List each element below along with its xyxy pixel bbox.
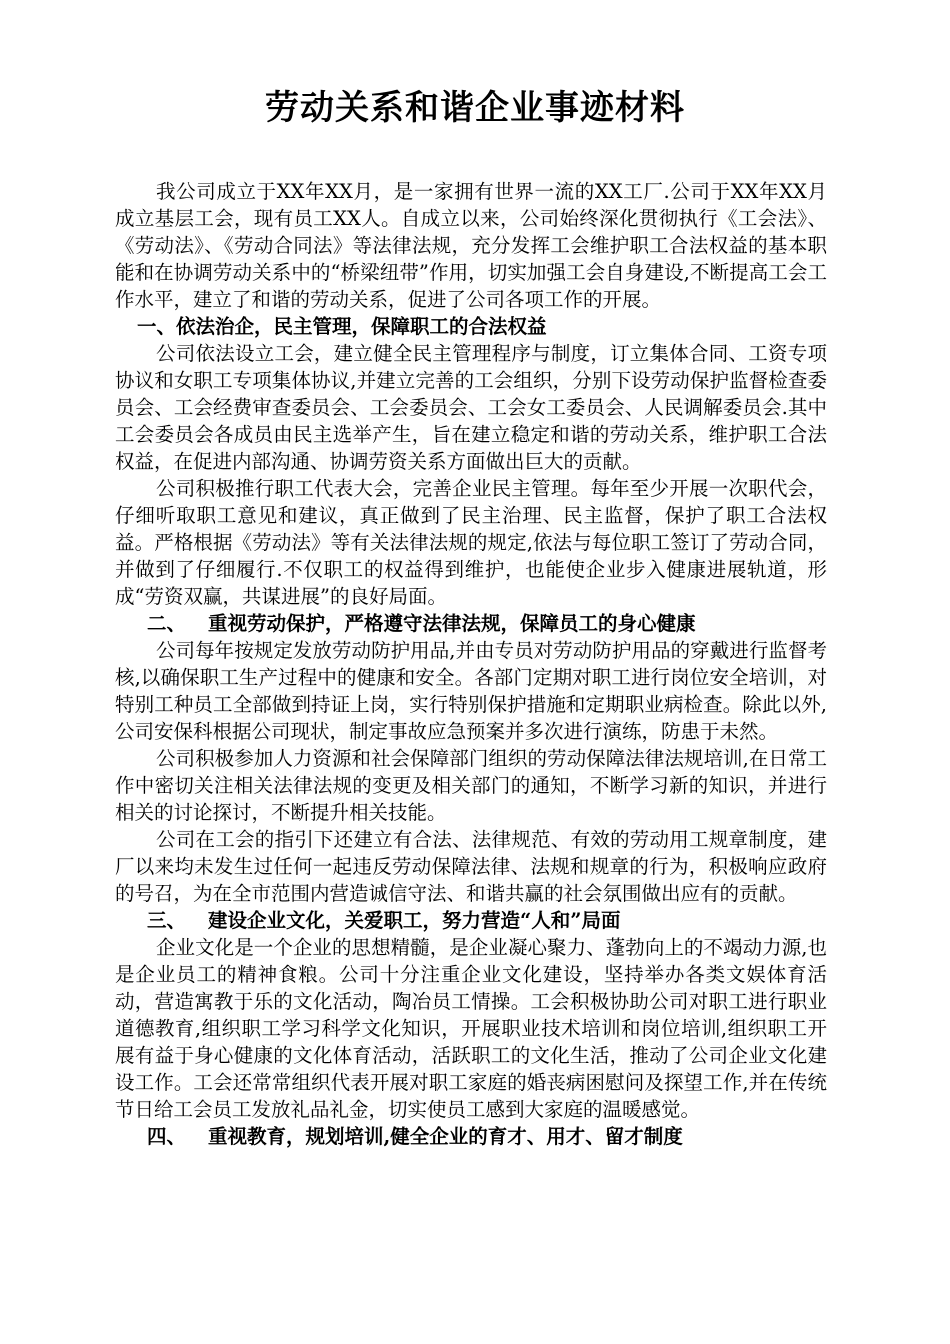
- section-number: 三、: [147, 909, 187, 932]
- section-2-paragraph-3: 公司在工会的指引下还建立有合法、法律规范、有效的劳动用工规章制度，建厂以来均未发生过任何一起违反劳动保障法律、法规和规章的行为，积极响应政府的号召，为在全市范围内营造诚信守法、和谐共赢的社会氛围做出应有的贡献。: [115, 828, 827, 905]
- section-heading-1: [115, 313, 827, 340]
- section-1-paragraph-2: 公司积极推行职工代表大会，完善企业民主管理。每年至少开展一次职代会，仔细听取职工意见和建议，真正做到了民主治理、民主监督，保护了职工合法权益。严格根据《劳动法》等有关法律法规的规定,依法与每位职工签订了劳动合同，并做到了仔细履行.不仅职工的权益得到维护，也能使企业步入健康进展轨道，形成“劳资双赢，共谋进展”的良好局面。: [115, 477, 827, 608]
- section-3-paragraph-1: 企业文化是一个企业的思想精髓，是企业凝心聚力、蓬勃向上的不竭动力源,也是企业员工的精神食粮。公司十分注重企业文化建设，坚持举办各类文娱体育活动，营造寓教于乐的文化活动，陶冶员工情操。工会积极协助公司对职工进行职业道德教育,组织职工学习科学文化知识，开展职业技术培训和岗位培训,组织职工开展有益于身心健康的文化体育活动，活跃职工的文化生活，推动了公司企业文化建设工作。工会还常常组织代表开展对职工家庭的婚丧病困慰问及探望工作,并在传统节日给工会员工发放礼品礼金，切实使员工感到大家庭的温暖感觉。: [115, 936, 827, 1121]
- section-number: 四、: [147, 1125, 187, 1148]
- intro-paragraph: 我公司成立于XX年XX月，是一家拥有世界一流的XX工厂.公司于XX年XX月成立基层工会，现有员工XX人。自成立以来，公司始终深化贯彻执行《工会法》、《劳动法》、《劳动合同法》等法律法规，充分发挥工会维护职工合法权益的基本职能和在协调劳动关系中的“桥梁纽带”作用，切实加强工会自身建设,不断提高工会工作水平，建立了和谐的劳动关系，促进了公司各项工作的开展。: [115, 180, 827, 311]
- section-1-paragraph-1: 公司依法设立工会，建立健全民主管理程序与制度，订立集体合同、工资专项协议和女职工专项集体协议,并建立完善的工会组织，分别下设劳动保护监督检查委员会、工会经费审查委员会、工会委员会、工会女工委员会、人民调解委员会.其中工会委员会各成员由民主选举产生，旨在建立稳定和谐的劳动关系，维护职工合法权益，在促进内部沟通、协调劳资关系方面做出巨大的贡献。: [115, 342, 827, 473]
- section-heading-4: [115, 1123, 827, 1150]
- section-heading-3: [115, 907, 827, 934]
- section-heading-text: 重视劳动保护，严格遵守法律法规，保障员工的身心健康: [208, 612, 696, 635]
- section-heading-text: 重视教育，规划培训,健全企业的育才、用才、留才制度: [208, 1125, 683, 1148]
- document-body: [115, 178, 827, 1150]
- document-title: 劳动关系和谐企业事迹材料: [265, 88, 685, 128]
- section-number: 二、: [147, 612, 187, 635]
- section-heading-text: 建设企业文化，关爱职工，努力营造“人和”局面: [208, 909, 621, 932]
- section-2-paragraph-1: 公司每年按规定发放劳动防护用品,并由专员对劳动防护用品的穿戴进行监督考核,以确保职工生产过程中的健康和安全。各部门定期对职工进行岗位安全培训，对特别工种员工全部做到持证上岗，实行特别保护措施和定期职业病检查。除此以外,公司安保科根据公司现状，制定事故应急预案并多次进行演练，防患于未然。: [115, 639, 827, 743]
- section-number: 一、: [137, 315, 177, 338]
- section-heading-2: [115, 610, 827, 637]
- section-heading-text: 依法治企，民主管理，保障职工的合法权益: [176, 315, 547, 338]
- section-2-paragraph-2: 公司积极参加人力资源和社会保障部门组织的劳动保障法律法规培训,在日常工作中密切关注相关法律法规的变更及相关部门的通知，不断学习新的知识，并进行相关的讨论探讨，不断提升相关技能。: [115, 747, 827, 824]
